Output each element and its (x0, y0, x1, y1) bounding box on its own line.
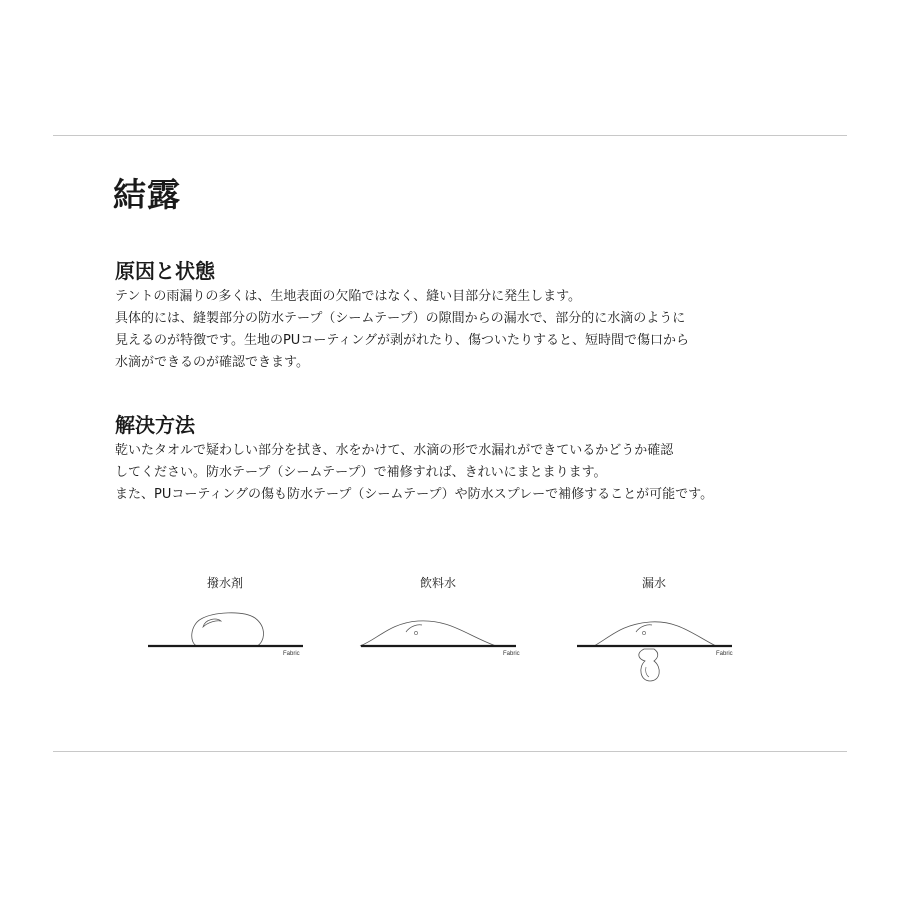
fabric-label: Fabric (503, 651, 520, 657)
diagram-label: 漏水 (641, 576, 666, 590)
fabric-label: Fabric (716, 651, 733, 657)
diagram-water-repellent (145, 575, 305, 695)
flat-drop-icon (594, 622, 716, 646)
flat-drop-illustration (358, 595, 518, 695)
water-bead-icon (192, 613, 264, 646)
solution-line: また、PUコーティングの傷も防水テープ（シームテープ）や防水スプレーで補修することが可能です。 (115, 487, 714, 502)
cause-line: テントの雨漏りの多くは、生地表面の欠陥ではなく、縫い目部分に発生します。 (115, 289, 582, 304)
solution-line: してください。防水テープ（シームテープ）で補修すれば、きれいにまとまります。 (115, 465, 607, 480)
solution-line: 乾いたタオルで疑わしい部分を拭き、水をかけて、水滴の形で水漏れができているかどうか確認 (115, 443, 674, 458)
cause-line: 水滴ができるのが確認できます。 (115, 355, 309, 370)
solution-body (115, 440, 815, 506)
cause-line: 見えるのが特徴です。生地のPUコーティングが剥がれたり、傷ついたりすると、短時間で傷口から (115, 333, 690, 348)
cause-body (115, 286, 815, 374)
cause-section (115, 258, 815, 374)
fabric-label: Fabric (283, 651, 300, 657)
diagram-drinking-water (358, 575, 518, 695)
leak-drop-icon (639, 649, 659, 681)
solution-heading: 解決方法 (115, 413, 195, 437)
bottom-divider (53, 751, 847, 752)
page-title: 結露 (113, 175, 181, 214)
flat-drop-icon (360, 621, 496, 646)
leaking-drop-illustration (574, 595, 734, 695)
water-bead-illustration (145, 595, 305, 695)
cause-heading: 原因と状態 (115, 259, 215, 283)
diagram-leakage (574, 575, 734, 695)
diagram-label: 飲料水 (419, 576, 456, 590)
top-divider (53, 135, 847, 136)
solution-section (115, 412, 815, 506)
cause-line: 具体的には、縫製部分の防水テープ（シームテープ）の隙間からの漏水で、部分的に水滴のように (115, 311, 686, 326)
diagram-label: 撥水剤 (206, 576, 243, 590)
